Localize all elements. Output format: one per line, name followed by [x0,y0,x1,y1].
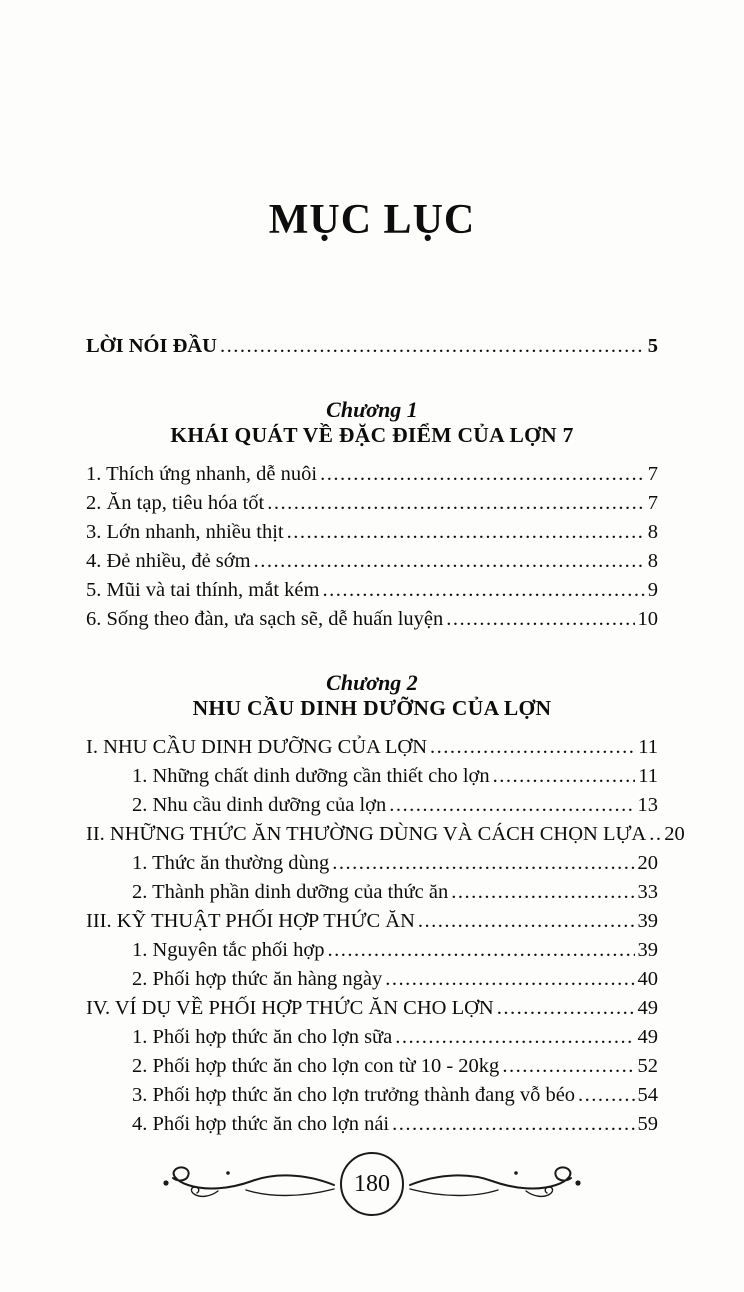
toc-entry [86,489,658,518]
toc-entry [86,547,658,576]
toc-entry [86,994,658,1023]
toc-entry-label: 2. Nhu cầu dinh dưỡng của lợn [132,794,387,816]
toc-entry-page: 20 [637,852,658,874]
toc-entry [86,762,658,791]
toc-entry-label: 1. Thích ứng nhanh, dễ nuôi [86,463,318,485]
dot-leader [497,994,635,1023]
toc-entry-label: 2. Thành phần dinh dưỡng của thức ăn [132,881,449,903]
toc-entry [86,733,658,762]
dot-leader [578,1081,634,1110]
chapter-label: Chương 2 [326,670,418,695]
toc-entry-label: I. NHU CẦU DINH DƯỠNG CỦA LỢN [86,736,428,758]
dot-leader [220,332,645,361]
toc-entry-label: 4. Phối hợp thức ăn cho lợn nái [132,1113,390,1135]
dot-leader [385,965,634,994]
toc-entry-label: 4. Đẻ nhiều, đẻ sớm [86,550,251,572]
toc-entry-label: IV. VÍ DỤ VỀ PHỐI HỢP THỨC ĂN CHO LỢN [86,997,494,1019]
dot-leader [430,733,635,762]
toc-entry-label: 2. Phối hợp thức ăn cho lợn con từ 10 - 20kg [132,1055,500,1077]
toc-entry-page: 49 [637,997,658,1019]
toc-entry-page: 9 [647,579,658,601]
preface-section [86,332,658,361]
toc-entry-page: 54 [637,1084,658,1106]
toc-entry-page: 10 [637,608,658,630]
toc-entry-page: 8 [647,521,658,543]
chapter-label: Chương 1 [326,397,418,422]
toc-entry [86,460,658,489]
toc-entry [86,1110,658,1139]
chapter-title: KHÁI QUÁT VỀ ĐẶC ĐIỂM CỦA LỢN 7 [170,423,574,447]
toc-entry-label: 6. Sống theo đàn, ưa sạch sẽ, dễ huấn luyện [86,608,444,630]
toc-entry [86,518,658,547]
toc-entry [86,1052,658,1081]
toc-entry-label: III. KỸ THUẬT PHỐI HỢP THỨC ĂN [86,910,415,932]
dot-leader [327,936,634,965]
toc-entry-page: 39 [637,910,658,932]
toc-entry-label: 1. Nguyên tắc phối hợp [132,939,325,961]
toc-entry-label: 5. Mũi và tai thính, mắt kém [86,579,320,601]
chapter-heading [86,397,658,448]
footer-page-number-badge [340,1152,404,1216]
toc-entry-page: 8 [647,550,658,572]
toc-entry [86,936,658,965]
toc-entry-label: 1. Phối hợp thức ăn cho lợn sữa [132,1026,393,1048]
toc-entry-page: 7 [647,492,658,514]
dot-leader [649,820,661,849]
toc-entry [86,849,658,878]
toc-entry [86,878,658,907]
page-title: MỤC LỤC [268,197,476,243]
flourish-right-icon [408,1161,586,1207]
toc-entry [86,576,658,605]
dot-leader [418,907,635,936]
toc-entry-label: 2. Ăn tạp, tiêu hóa tốt [86,492,265,514]
dot-leader [502,1052,634,1081]
dot-leader [287,518,645,547]
toc-entry-page: 20 [664,823,685,845]
toc-entry [86,1081,658,1110]
toc-entry [86,791,658,820]
footer-page-number: 180 [354,1170,390,1197]
toc-entry-label: 3. Phối hợp thức ăn cho lợn trưởng thành đang vỗ béo [132,1084,576,1106]
toc-entry-page: 52 [637,1055,658,1077]
toc-entry-page: 11 [638,765,658,787]
dot-leader [446,605,634,634]
toc-entry [86,605,658,634]
toc-entry-page: 49 [637,1026,658,1048]
toc-entry-page: 13 [637,794,658,816]
dot-leader [332,849,634,878]
dot-leader [320,460,645,489]
flourish-left-icon [158,1161,336,1207]
toc-entry-preface [86,332,658,361]
toc-entry-label: 2. Phối hợp thức ăn hàng ngày [132,968,383,990]
chapter-heading [86,670,658,721]
dot-leader [451,878,634,907]
toc-entry-page: 5 [647,335,658,357]
dot-leader [267,489,645,518]
toc-entry-page: 11 [638,736,658,758]
toc-entry-page: 7 [647,463,658,485]
toc-entry-label: 1. Những chất dinh dưỡng cần thiết cho lợn [132,765,490,787]
toc-entry [86,907,658,936]
toc-entry [86,820,685,849]
toc-entry-label: 3. Lớn nhanh, nhiều thịt [86,521,284,543]
toc-entry [86,1023,658,1052]
dot-leader [254,547,645,576]
dot-leader [389,791,634,820]
dot-leader [395,1023,634,1052]
page-footer [0,1152,744,1216]
toc-entry-label: LỜI NÓI ĐẦU [86,335,217,357]
dot-leader [493,762,636,791]
toc-entry-page: 40 [637,968,658,990]
dot-leader [322,576,644,605]
chapters [86,397,685,1139]
toc-entry-page: 33 [637,881,658,903]
dot-leader [392,1110,634,1139]
toc-entry-label: II. NHỮNG THỨC ĂN THƯỜNG DÙNG VÀ CÁCH CHỌN LỰA [86,823,647,845]
toc-entry-page: 59 [637,1113,658,1135]
toc-entry [86,965,658,994]
toc-entry-label: 1. Thức ăn thường dùng [132,852,330,874]
chapter-title: NHU CẦU DINH DƯỠNG CỦA LỢN [192,696,552,720]
toc-entry-page: 39 [637,939,658,961]
